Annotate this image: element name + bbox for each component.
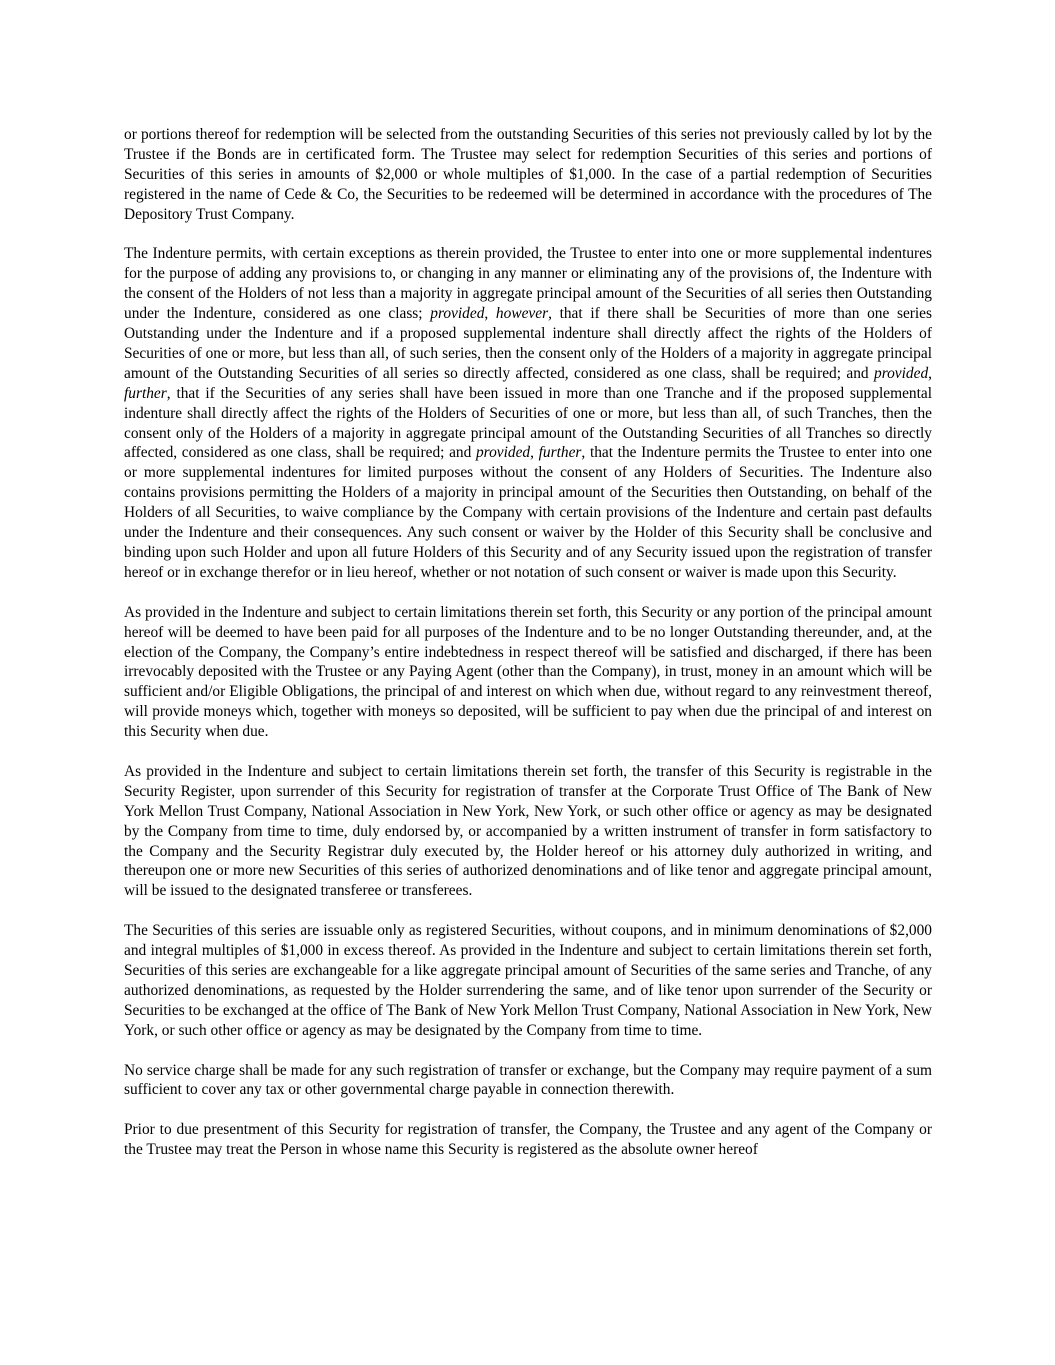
text-segment: The Securities of this series are issuable only as registered Securities, without coupons, and in minimum denominations of $2,000 and integral multiples of $1,000 in excess thereof. As provided in the Indenture and subject to certain limitations therein set forth, Securities of this series are exchangeable for a like aggregate principal amount of Securities of the same series and Tranche, of any authorized denominations, as requested by the Holder surrendering the same, and of like tenor upon surrender of the Security or Securities to be exchanged at the office of The Bank of New York Mellon Trust Company, National Association in New York, New York, or such other office or agency as may be designated by the Company from time to time. [124, 922, 932, 1039]
text-segment: , that if the Securities of any series shall have been issued in more than one Tranche and if the proposed supplemental indenture shall directly affect the rights of the Holders of Securities of one or more, but less than all, of such Tranches, then the consent only of the Holders of a majority in aggregate principal amount of the Outstanding Securities of all Tranches so directly affected, considered as one class, shall be required; and [124, 384, 932, 462]
text-segment: , [530, 444, 539, 462]
text-segment: , that the Indenture permits the Trustee to enter into one or more supplemental indentures for limited purposes without the consent of any Holders of Securities. The Indenture also contains provisions permitting the Holders of a majority in principal amount of the Securities then Outstanding, on behalf of the Holders of all Securities, to waive compliance by the Company with certain provisions of the Indenture and certain past defaults under the Indenture and their consequences. Any such consent or waiver by the Holder of this Security shall be conclusive and binding upon such Holder and upon all future Holders of this Security and of any Security issued upon the registration of transfer hereof or in exchange therefor or in lieu hereof, whether or not notation of such consent or waiver is made upon this Security. [124, 444, 932, 581]
text-segment: , that if there shall be Securities of more than one series Outstanding under the Indenture and if a proposed supplemental indenture shall directly affect the rights of the Holders of Securities of one or more, but less than all, of such series, then the consent only of the Holders of a majority in aggregate principal amount of the Outstanding Securities of all series so directly affected, considered as one class, shall be required; and [124, 305, 933, 382]
paragraph-supplemental-indentures [124, 244, 932, 582]
text-segment: As provided in the Indenture and subject to certain limitations therein set forth, this Security or any portion of the principal amount hereof will be deemed to have been paid for all purposes of the Indenture and to be no longer Outstanding thereunder, and, at the election of the Company, the Company’s entire indebtedness in respect thereof will be satisfied and discharged, if there has been irrevocably deposited with the Trustee or any Paying Agent (other than the Company), in trust, money in an amount which will be sufficient and/or Eligible Obligations, the principal of and interest on which when due, without regard to any reinvestment thereof, will provide moneys which, together with moneys so deposited, will be sufficient to pay when due the principal of and interest on this Security when due. [124, 603, 932, 741]
paragraph-redemption-selection [124, 125, 932, 225]
text-segment: , [928, 364, 932, 382]
text-segment: or portions thereof for redemption will be selected from the outstanding Securities of this series not previously called by lot by the Trustee if the Bonds are in certificated form. The Trustee may select for redemption Securities of this series and portions of Securities of this series in amounts of $2,000 or whole multiples of $1,000. In the case of a partial redemption of Securities registered in the name of Cede & Co, the Securities to be redeemed will be determined in accordance with the procedures of The Depository Trust Company. [124, 126, 932, 223]
text-segment: As provided in the Indenture and subject to certain limitations therein set forth, the transfer of this Security is registrable in the Security Register, upon surrender of this Security for registration of transfer at the Corporate Trust Office of The Bank of New York Mellon Trust Company, National Association in New York, New York, or such other office or agency as may be designated by the Company from time to time, duly endorsed by, or accompanied by a written instrument of transfer in form satisfactory to the Company and the Security Registrar duly executed by, the Holder hereof or his attorney duly authorized in writing, and thereupon one or more new Securities of this series of authorized denominations and of like tenor and aggregate principal amount, will be issued to the designated transferee or transferees. [124, 762, 932, 900]
italic-text-segment: provided [430, 305, 485, 323]
paragraph-service-charge [124, 1061, 932, 1101]
italic-text-segment: provided [475, 444, 531, 462]
italic-text-segment: however [495, 305, 549, 323]
paragraph-defeasance [124, 603, 932, 742]
text-segment: The Indenture permits, with certain exceptions as therein provided, the Trustee to enter into one or more supplemental indentures for the purpose of adding any provisions to, or changing in any manner or eliminating any of the provisions of, the Indenture with the consent of the Holders of not less than a majority in aggregate principal amount of the Securities of all series then Outstanding under the Indenture, considered as one class; [124, 245, 932, 323]
italic-text-segment: provided [874, 364, 929, 382]
paragraph-denominations-exchange [124, 921, 932, 1040]
text-segment: Prior to due presentment of this Security for registration of transfer, the Company, the Trustee and any agent of the Company or the Trustee may treat the Person in whose name this Security is registered as the absolute owner hereof [124, 1121, 932, 1159]
italic-text-segment: further [538, 444, 582, 462]
italic-text-segment: further [124, 384, 167, 402]
text-segment: No service charge shall be made for any such registration of transfer or exchange, but the Company may require payment of a sum sufficient to cover any tax or other governmental charge payable in connection therewith. [124, 1061, 932, 1099]
text-segment: , [484, 305, 496, 323]
document-page [124, 125, 932, 1160]
paragraph-presentment [124, 1120, 932, 1160]
paragraph-transfer-registration [124, 762, 932, 901]
